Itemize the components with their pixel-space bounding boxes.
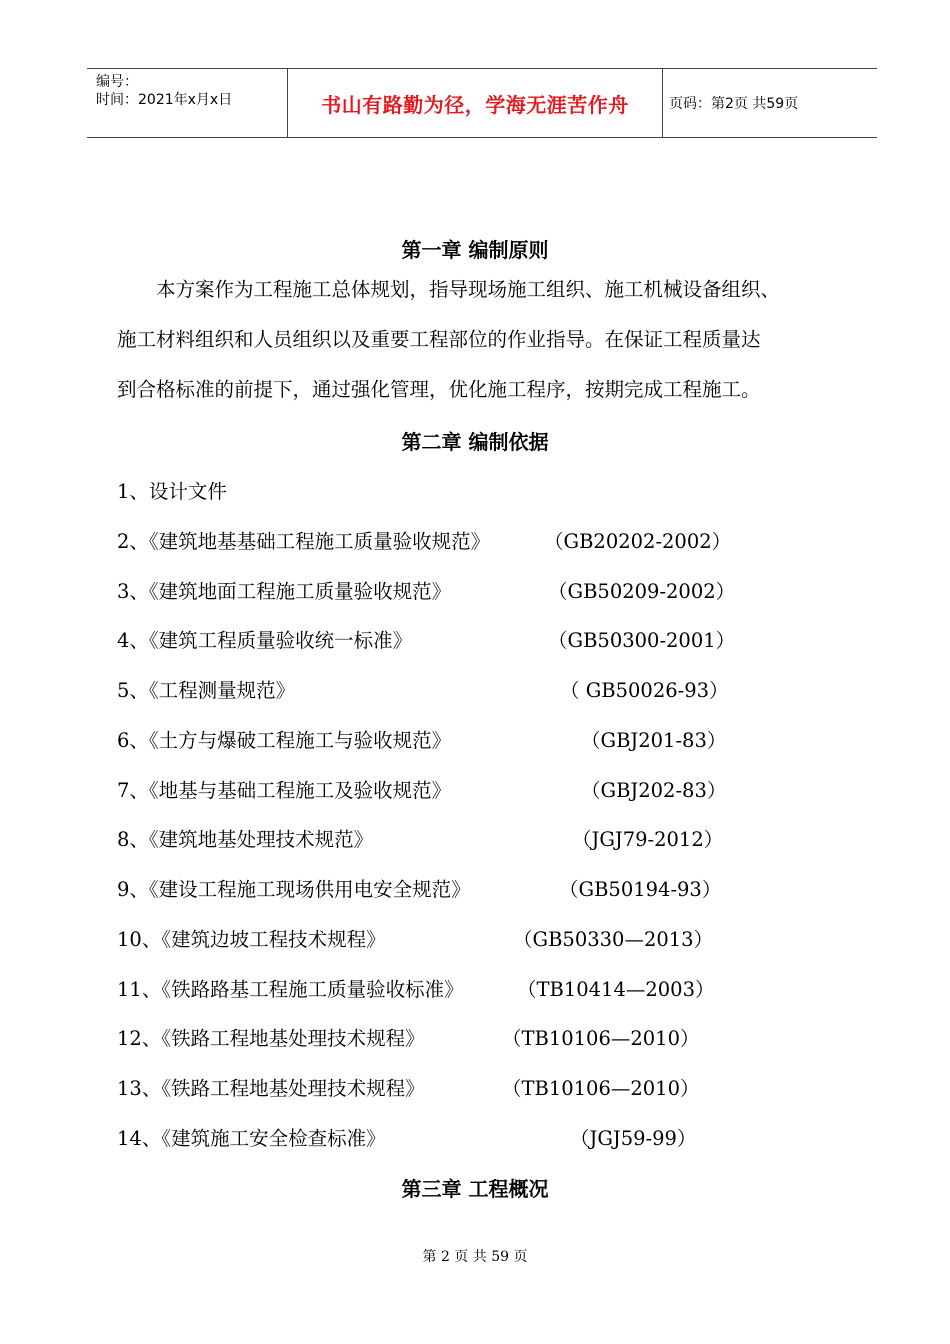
reference-item-13 <box>117 1073 700 1101</box>
chapter1-body <box>117 265 867 415</box>
reference-title: 2、《建筑地基基础工程施工质量验收规范》 <box>117 530 491 553</box>
reference-title: 13、《铁路工程地基处理技术规程》 <box>117 1077 425 1100</box>
chapter1-line-3: 到合格标准的前提下，通过强化管理，优化施工程序，按期完成工程施工。 <box>117 378 761 401</box>
reference-item-6 <box>117 725 727 753</box>
number-label: 编号： <box>96 74 138 90</box>
reference-title: 14、《建筑施工安全检查标准》 <box>117 1127 386 1150</box>
reference-item-10 <box>117 924 714 952</box>
reference-item-11 <box>117 974 715 1002</box>
chapter1-line-2: 施工材料组织和人员组织以及重要工程部位的作业指导。在保证工程质量达 <box>117 328 761 351</box>
chapter1-line-1: 本方案作为工程施工总体规划，指导现场施工组织、施工机械设备组织、 <box>156 278 781 301</box>
motto: 书山有路勤为径，学海无涯苦作舟 <box>321 92 629 117</box>
reference-item-8 <box>117 824 724 852</box>
reference-code: （GB20202-2002） <box>544 530 732 553</box>
reference-code: （GB50194-93） <box>559 878 722 901</box>
header-meta <box>87 69 287 137</box>
reference-code: （ GB50026-93） <box>560 679 729 702</box>
chapter2-title: 第二章 编制依据 <box>401 430 549 454</box>
reference-item-4 <box>117 625 736 653</box>
reference-title: 7、《地基与基础工程施工及验收规范》 <box>117 779 452 802</box>
reference-item-3 <box>117 576 736 604</box>
date-label: 时间：2021年x月x日 <box>96 92 233 108</box>
reference-item-1 <box>117 476 227 504</box>
reference-item-7 <box>117 775 727 803</box>
reference-code: （GBJ202-83） <box>581 779 727 802</box>
reference-item-9 <box>117 874 722 902</box>
reference-code: （GBJ201-83） <box>581 729 727 752</box>
reference-title: 1、设计文件 <box>117 480 227 503</box>
reference-title: 12、《铁路工程地基处理技术规程》 <box>117 1027 425 1050</box>
reference-code: （GB50209-2002） <box>548 580 736 603</box>
reference-code: （GB50330—2013） <box>513 928 714 951</box>
page-header <box>87 68 877 138</box>
reference-code: （JGJ59-99） <box>570 1127 697 1150</box>
page-label: 页码：第2页 共59页 <box>669 96 799 112</box>
reference-code: （TB10414—2003） <box>517 978 715 1001</box>
reference-title: 9、《建设工程施工现场供用电安全规范》 <box>117 878 471 901</box>
reference-item-14 <box>117 1123 697 1151</box>
reference-title: 4、《建筑工程质量验收统一标准》 <box>117 629 413 652</box>
reference-code: （JGJ79-2012） <box>572 828 724 851</box>
chapter1-title: 第一章 编制原则 <box>401 238 549 262</box>
page-footer: 第 2 页 共 59 页 <box>422 1249 528 1265</box>
reference-title: 10、《建筑边坡工程技术规程》 <box>117 928 386 951</box>
reference-title: 8、《建筑地基处理技术规范》 <box>117 828 374 851</box>
header-motto-cell <box>287 69 663 137</box>
reference-code: （TB10106—2010） <box>502 1077 700 1100</box>
header-page-cell <box>661 69 877 137</box>
reference-title: 6、《土方与爆破工程施工与验收规范》 <box>117 729 452 752</box>
reference-item-2 <box>117 526 732 554</box>
reference-code: （GB50300-2001） <box>548 629 736 652</box>
reference-title: 11、《铁路路基工程施工质量验收标准》 <box>117 978 464 1001</box>
reference-item-5 <box>117 675 729 703</box>
reference-title: 3、《建筑地面工程施工质量验收规范》 <box>117 580 452 603</box>
reference-code: （TB10106—2010） <box>502 1027 700 1050</box>
reference-title: 5、《工程测量规范》 <box>117 679 296 702</box>
chapter3-title: 第三章 工程概况 <box>401 1177 549 1201</box>
reference-item-12 <box>117 1023 700 1051</box>
